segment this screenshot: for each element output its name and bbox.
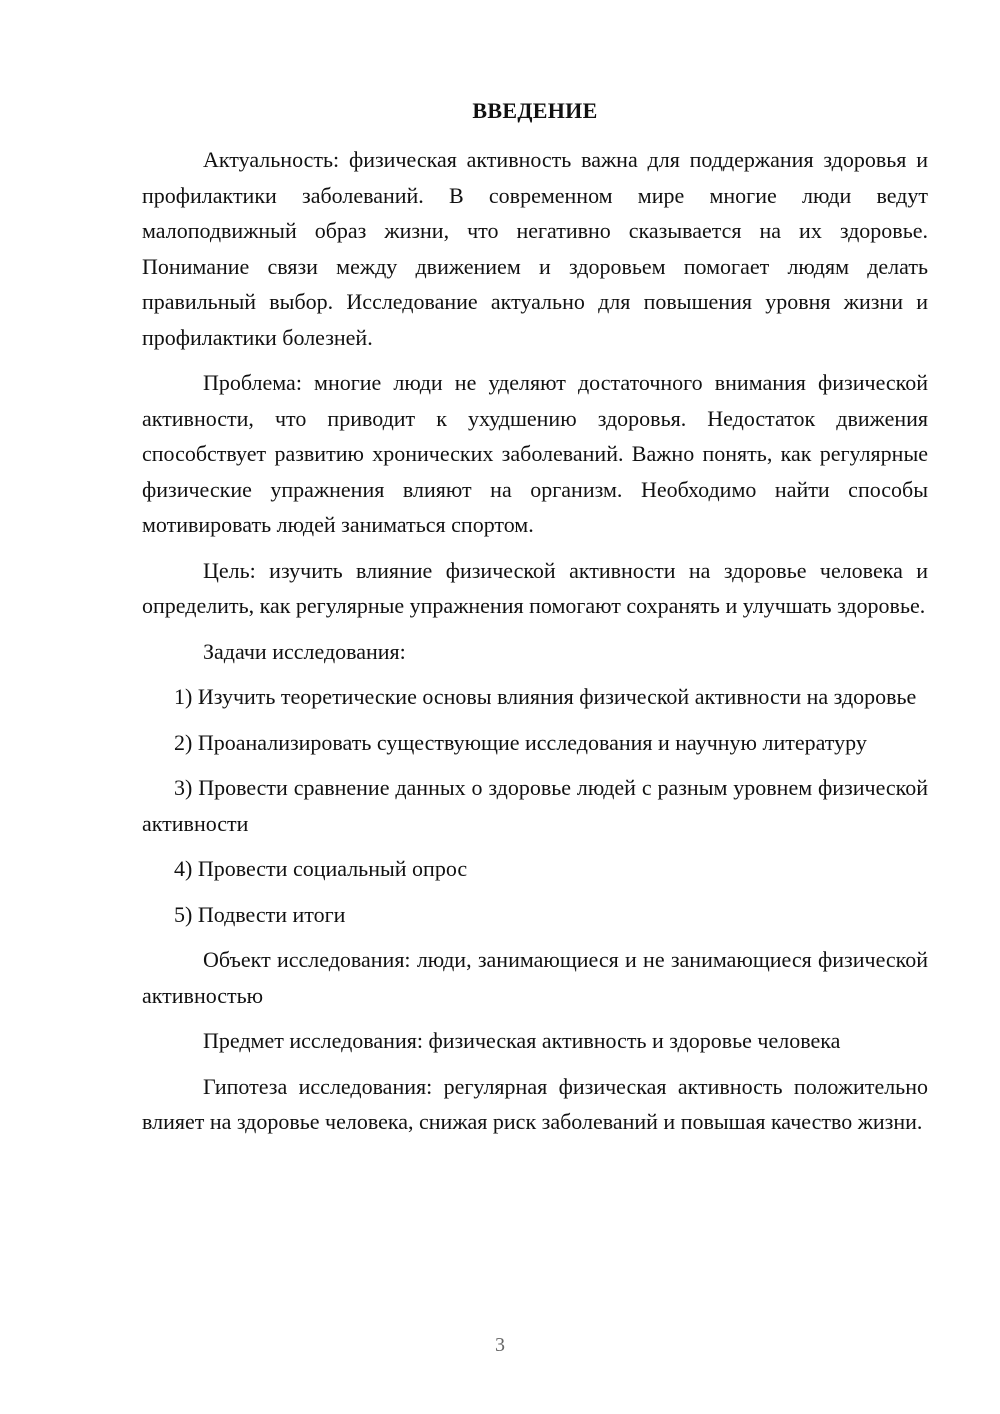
tasks-heading: Задачи исследования: bbox=[203, 638, 406, 664]
document-body bbox=[142, 142, 928, 1150]
page-title: ВВЕДЕНИЕ bbox=[472, 98, 598, 123]
page-number: 3 bbox=[495, 1334, 505, 1356]
task-item-1: 1) Изучить теоретические основы влияния физической активности на здоровье bbox=[174, 684, 917, 709]
relevance-paragraph: Актуальность: физическая активность важна для поддержания здоровья и профилактики заболеваний. В современном мире многие люди ведут малоподвижный образ жизни, что негативно сказывается на их здоровье. Понимание связи между движением и здоровьем помогает людям делать правильный выбор. Исследование актуально для повышения уровня жизни и профилактики болезней. bbox=[142, 147, 928, 350]
task-item-3: 3) Провести сравнение данных о здоровье людей с разным уровнем физической активности bbox=[142, 775, 928, 836]
task-item-4: 4) Провести социальный опрос bbox=[174, 856, 468, 881]
subject-paragraph: Предмет исследования: физическая активность и здоровье человека bbox=[203, 1028, 841, 1053]
task-item-5: 5) Подвести итоги bbox=[174, 901, 346, 927]
task-item-2: 2) Проанализировать существующие исследования и научную литературу bbox=[174, 729, 867, 755]
problem-paragraph: Проблема: многие люди не уделяют достаточного внимания физической активности, что приводит к ухудшению здоровья. Недостаток движения способствует развитию хронических заболеваний. Важно понять, как регулярные физические упражнения влияют на организм. Необходимо найти способы мотивировать людей заниматься спортом. bbox=[142, 370, 928, 537]
object-paragraph: Объект исследования: люди, занимающиеся и не занимающиеся физической активностью bbox=[142, 947, 928, 1008]
hypothesis-paragraph: Гипотеза исследования: регулярная физическая активность положительно влияет на здоровье человека, снижая риск заболеваний и повышая качество жизни. bbox=[142, 1073, 928, 1134]
goal-paragraph: Цель: изучить влияние физической активности на здоровье человека и определить, как регулярные упражнения помогают сохранять и улучшать здоровье. bbox=[142, 557, 928, 618]
